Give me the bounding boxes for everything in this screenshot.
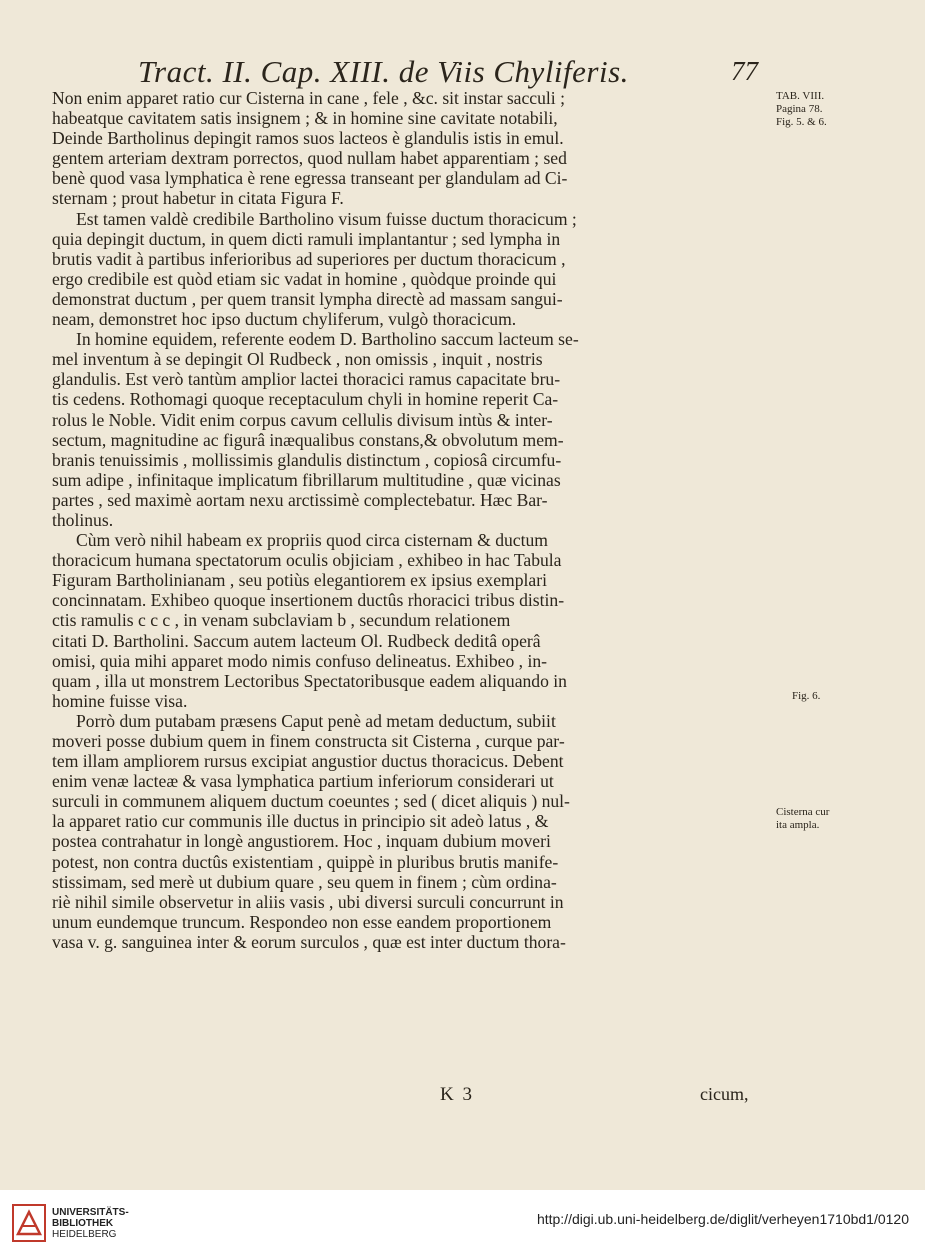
text-line: tis cedens. Rothomagi quoque receptaculum chyli in homine reperit Ca-	[52, 389, 559, 410]
text-line: citati D. Bartholini. Saccum autem lacteum Ol. Rudbeck deditâ operâ	[52, 630, 541, 651]
permalink-url[interactable]: http://digi.ub.uni-heidelberg.de/diglit/verheyen1710bd1/0120	[536, 1211, 909, 1227]
margin-note-plate-reference	[776, 90, 827, 129]
signature-mark: K 3	[440, 1084, 474, 1105]
body-text	[52, 88, 766, 952]
text-line: In homine equidem, referente eodem D. Bartholino saccum lacteum se-	[76, 329, 579, 350]
text-line: branis tenuissimis , mollissimis glandulis distinctum , copiosâ circumfu-	[52, 449, 562, 470]
library-name	[52, 1207, 129, 1240]
page-number: 77	[731, 56, 758, 86]
text-line: ctis ramulis c c c , in venam subclaviam b , secundum relationem	[52, 610, 511, 631]
viewer-footer	[0, 1190, 925, 1258]
text-line: sternam ; prout habetur in citata Figura F.	[52, 188, 344, 209]
text-line: glandulis. Est verò tantùm amplior lactei thoracici ramus capacitate bru-	[52, 369, 561, 390]
text-line: vasa v. g. sanguinea inter & eorum surculos , quæ est inter ductum thora-	[52, 931, 566, 952]
text-line: Figuram Bartholinianam , seu potiùs elegantiorem ex ipsius exemplari	[52, 570, 547, 591]
text-line: rolus le Noble. Vidit enim corpus cavum cellulis divisum intùs & inter-	[52, 409, 553, 430]
margin-note-line: Pagina 78.	[776, 103, 823, 115]
text-line: unum eundemque truncum. Respondeo non esse eandem proportionem	[52, 911, 552, 932]
text-line: enim venæ lacteæ & vasa lymphatica partium inferiorum considerari ut	[52, 771, 554, 792]
margin-note-line: Cisterna cur	[776, 806, 830, 818]
text-line: moveri posse dubium quem in finem constructa sit Cisterna , curque par-	[52, 731, 565, 751]
text-line: Porrò dum putabam præsens Caput penè ad metam deductum, subiit	[76, 710, 556, 731]
library-name-line: HEIDELBERG	[52, 1229, 117, 1240]
text-line: gentem arteriam dextram porrectos, quod nullam habet apparentiam ; sed	[52, 148, 567, 169]
text-line: quia depingit ductum, in quem dicti ramuli implantantur ; sed lympha in	[52, 228, 561, 249]
text-line: neam, demonstret hoc ipso ductum chyliferum, vulgò thoracicum.	[52, 309, 517, 330]
margin-note-line: ita ampla.	[776, 819, 820, 831]
library-name-line: UNIVERSITÄTS-	[52, 1207, 129, 1218]
text-line: sectum, magnitudine ac figurâ inæqualibus constans,& obvolutum mem-	[52, 429, 564, 450]
text-line: tholinus.	[52, 509, 114, 530]
running-head: Tract. II. Cap. XIII. de Viis Chyliferis.	[138, 54, 629, 89]
text-line: la apparet ratio cur communis ille ductus in principio sit adeò latus , &	[52, 811, 549, 832]
text-line: tem illam ampliorem rursus excipiat angustior ductus thoracicus. Debent	[52, 751, 564, 772]
text-line: thoracicum humana spectatorum oculis objiciam , exhibeo in hac Tabula	[52, 550, 562, 571]
text-line: stissimam, sed merè ut dubium quare , seu quem in finem ; cùm ordina-	[52, 871, 557, 892]
text-line: postea contrahatur in longè angustiorem. Hoc , inquam dubium moveri	[52, 831, 551, 852]
catchword: cicum,	[700, 1084, 749, 1104]
text-line: Deinde Bartholinus depingit ramos suos lacteos è glandulis istis in emul.	[52, 128, 564, 149]
text-line: brutis vadit à partibus inferioribus ad superiores per ductum thoracicum ,	[52, 248, 566, 269]
text-line: sum adipe , infinitaque implicatum fibrillarum multitudine , quæ vicinas	[52, 469, 561, 490]
text-line: demonstrat ductum , per quem transit lympha directè ad massam sangui-	[52, 288, 563, 309]
margin-note-line: Fig. 5. & 6.	[776, 116, 827, 128]
text-line: habeatque cavitatem satis insignem ; & in homine sine cavitate notabili,	[52, 108, 558, 129]
text-line: Non enim apparet ratio cur Cisterna in cane , fele , &c. sit instar sacculi ;	[52, 88, 565, 108]
text-line: Est tamen valdè credibile Bartholino visum fuisse ductum thoracicum ;	[76, 208, 577, 229]
margin-note-line: TAB. VIII.	[776, 90, 825, 102]
text-line: surculi in communem aliquem ductum coeuntes ; sed ( dicet aliquis ) nul-	[52, 791, 570, 812]
library-name-line: BIBLIOTHEK	[52, 1218, 114, 1229]
text-line: partes , sed maximè aortam nexu arctissimè complectebatur. Hæc Bar-	[52, 489, 548, 510]
text-line: benè quod vasa lymphatica è rene egressa transeant per glandulam ad Ci-	[52, 168, 568, 189]
text-line: ergo credibile est quòd etiam sic vadat in homine , quòdque proinde qui	[52, 268, 557, 289]
text-line: concinnatam. Exhibeo quoque insertionem ductûs rhoracici tribus distin-	[52, 590, 565, 611]
text-line: riè nihil simile observetur in aliis vasis , ubi diversi surculi concurrunt in	[52, 891, 564, 912]
text-line: potest, non contra ductûs existentiam , quippè in pluribus brutis manife-	[52, 851, 559, 872]
text-line: omisi, quia mihi apparet modo nimis confuso delineatus. Exhibeo , in-	[52, 650, 547, 671]
text-line: homine fuisse visa.	[52, 690, 188, 711]
text-line: mel inventum à se depingit Ol Rudbeck , non omissis , inquit , nostris	[52, 349, 543, 370]
margin-note-figure: Fig. 6.	[792, 690, 821, 702]
text-line: quam , illa ut monstrem Lectoribus Spectatoribusque eadem aliquando in	[52, 670, 567, 691]
library-logo-icon	[12, 1204, 46, 1242]
margin-note-cisterna	[776, 806, 829, 832]
text-line: Cùm verò nihil habeam ex propriis quod circa cisternam & ductum	[76, 530, 548, 551]
